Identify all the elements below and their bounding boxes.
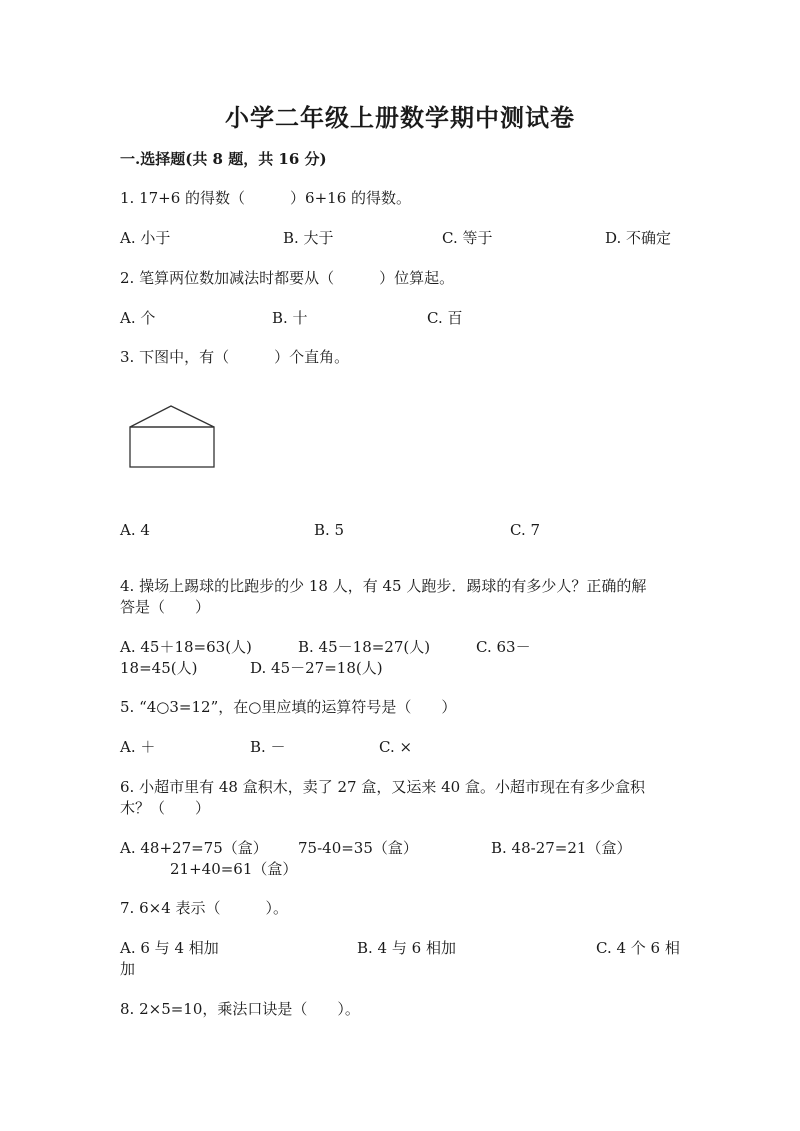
question-4-stem-line1: 4. 操场上踢球的比跑步的少 18 人，有 45 人跑步．踢球的有多少人？正确的解 [120, 577, 647, 595]
q3-option-c: C. 7 [510, 521, 541, 539]
rectangle-body [130, 427, 214, 467]
q4-option-d: D. 45－27=18(人) [250, 659, 383, 677]
q4-option-a: A. 45＋18=63(人) [120, 638, 252, 656]
triangle-roof [130, 406, 214, 427]
house-shape-figure [128, 404, 218, 472]
q7-option-b: B. 4 与 6 相加 [357, 939, 456, 957]
q2-option-b: B. 十 [272, 309, 308, 327]
question-6-stem-line2: 木？（ ） [120, 799, 211, 817]
question-5-stem: 5. “4○3=12”，在○里应填的运算符号是（ ） [120, 698, 457, 716]
q6-option-a: A. 48+27=75（盒） [120, 839, 268, 857]
q2-option-c: C. 百 [427, 309, 463, 327]
q3-option-a: A. 4 [120, 521, 150, 539]
section-heading: 一.选择题(共 8 题，共 16 分) [120, 150, 327, 168]
q3-option-b: B. 5 [314, 521, 345, 539]
q7-option-c: C. 4 个 6 相 [596, 939, 680, 957]
q4-option-b: B. 45－18=27(人) [298, 638, 431, 656]
question-8-stem: 8. 2×5=10，乘法口诀是（ ）。 [120, 1000, 360, 1018]
q4-option-c: C. 63－ [476, 638, 531, 656]
q1-option-a: A. 小于 [120, 229, 171, 247]
q7-option-c-cont: 加 [120, 960, 136, 978]
q7-option-a: A. 6 与 4 相加 [120, 939, 219, 957]
q1-option-b: B. 大于 [283, 229, 334, 247]
q2-option-a: A. 个 [120, 309, 156, 327]
q1-option-c: C. 等于 [442, 229, 493, 247]
q6-option-a-step2: 75-40=35（盒） [298, 839, 418, 857]
question-1-stem: 1. 17+6 的得数（ ）6+16 的得数。 [120, 189, 412, 207]
question-7-stem: 7. 6×4 表示（ ）。 [120, 899, 289, 917]
q1-option-d: D. 不确定 [605, 229, 672, 247]
q5-option-b: B. － [250, 738, 286, 756]
question-4-stem-line2: 答是（ ） [120, 598, 211, 616]
q4-option-c-cont: 18=45(人) [120, 659, 198, 677]
page-title: 小学二年级上册数学期中测试卷 [225, 103, 575, 132]
q5-option-c: C. × [379, 738, 413, 756]
question-2-stem: 2. 笔算两位数加减法时都要从（ ）位算起。 [120, 269, 455, 287]
q6-option-b-step2: 21+40=61（盒） [170, 860, 298, 878]
q6-option-b: B. 48-27=21（盒） [491, 839, 632, 857]
q5-option-a: A. ＋ [120, 738, 156, 756]
question-3-stem: 3. 下图中，有（ ）个直角。 [120, 348, 350, 366]
question-6-stem-line1: 6. 小超市里有 48 盒积木，卖了 27 盒，又运来 40 盒。小超市现在有多少盒积 [120, 778, 645, 796]
